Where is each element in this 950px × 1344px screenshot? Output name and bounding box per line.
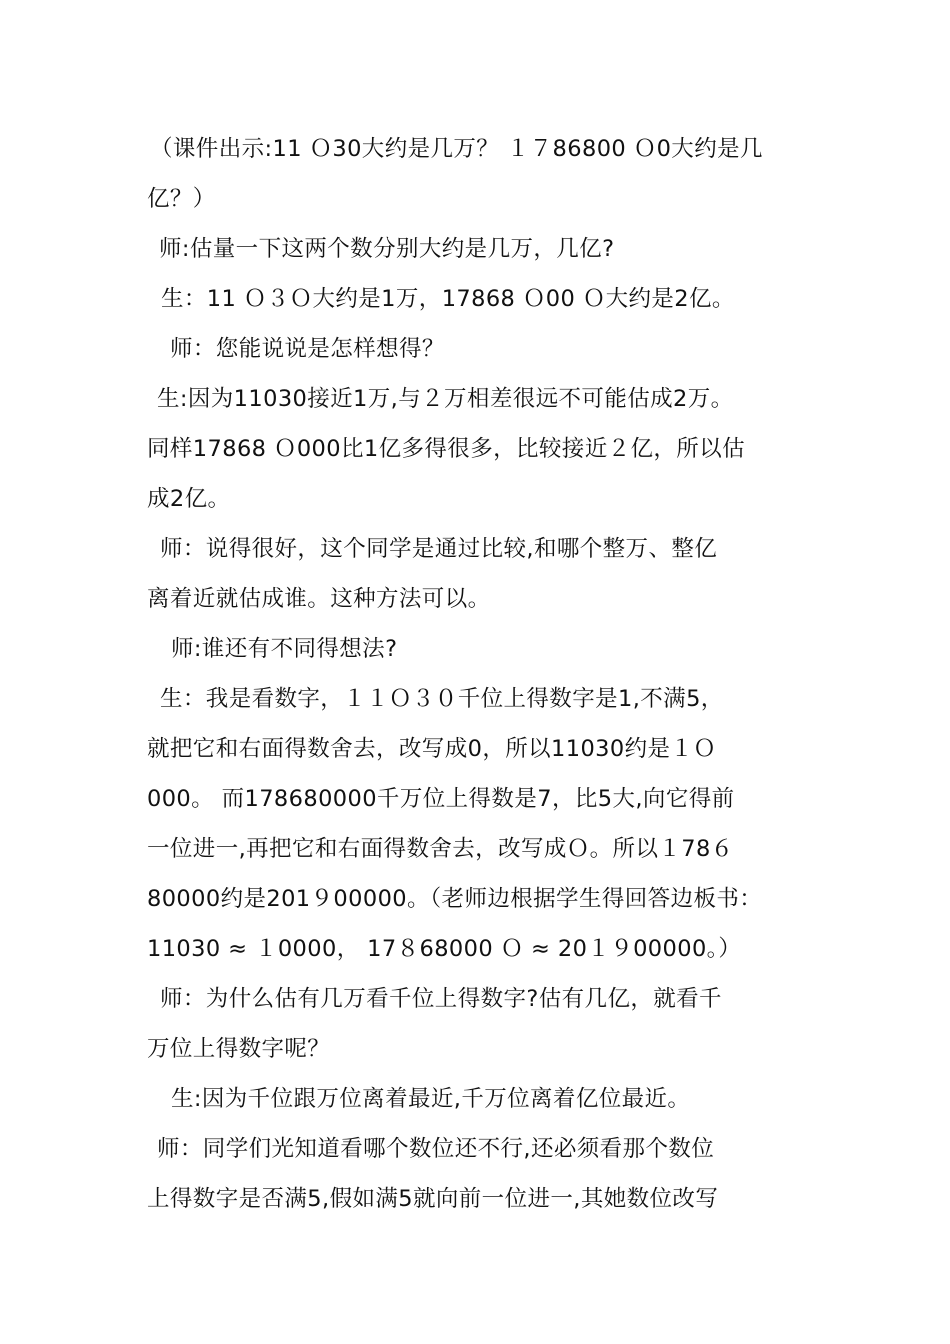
text-line: 11030 ≈ １0000， 17８68000 Ｏ ≈ 20１９00000。） — [147, 936, 742, 962]
text-line: 同样17868 Ｏ000比1亿多得很多，比较接近２亿，所以估 — [147, 436, 745, 462]
text-line: 离着近就估成谁。这种方法可以。 — [147, 586, 491, 612]
text-line: 80000约是201９00000。（老师边根据学生得回答边板书： — [147, 886, 763, 912]
text-line: 师：说得很好，这个同学是通过比较,和哪个整万、整亿 — [160, 536, 718, 562]
text-line: 师：您能说说是怎样想得？ — [170, 336, 445, 362]
text-line: 就把它和右面得数舍去，改写成0，所以11030约是１Ｏ — [147, 736, 717, 762]
text-line: 万位上得数字呢？ — [147, 1036, 331, 1062]
text-line: 生:因为11030接近1万,与２万相差很远不可能估成2万。 — [157, 386, 734, 412]
text-line: 一位进一,再把它和右面得数舍去，改写成Ｏ。所以１78６ — [147, 836, 734, 862]
text-line: 师:估量一下这两个数分别大约是几万，几亿? — [159, 236, 615, 262]
text-line: 师：同学们光知道看哪个数位还不行,还必须看那个数位 — [157, 1136, 715, 1162]
text-line: 师:谁还有不同得想法? — [171, 636, 398, 662]
text-line: 生:因为千位跟万位离着最近,千万位离着亿位最近。 — [171, 1086, 691, 1112]
text-line: 生：我是看数字，１１Ｏ３０千位上得数字是1,不满5， — [160, 686, 724, 712]
text-line: （课件出示:11 Ｏ30大约是几万？ １７86800 Ｏ0大约是几 — [150, 136, 763, 162]
text-line: 成2亿。 — [147, 486, 231, 512]
text-line: 000。 而178680000千万位上得数是7，比5大,向它得前 — [147, 786, 735, 812]
text-line: 上得数字是否满5,假如满5就向前一位进一,其她数位改写 — [147, 1186, 719, 1212]
text-line: 师：为什么估有几万看千位上得数字?估有几亿，就看千 — [160, 986, 722, 1012]
text-line: 生：11 Ｏ３Ｏ大约是1万，17868 Ｏ00 Ｏ大约是2亿。 — [161, 286, 735, 312]
text-line: 亿？） — [147, 186, 216, 212]
